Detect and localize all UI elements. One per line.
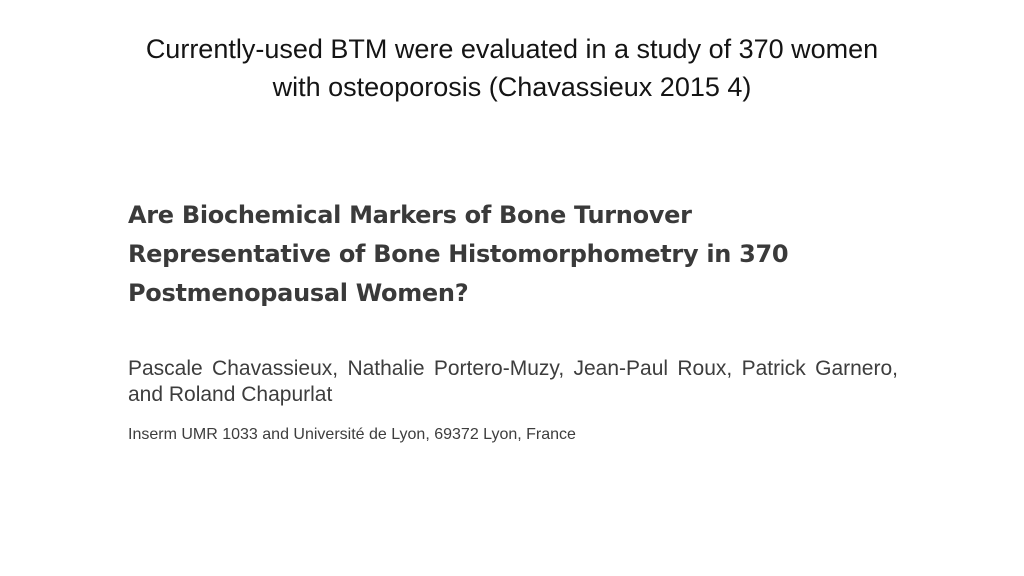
- paper-title-line-3: Postmenopausal Women?: [128, 279, 469, 307]
- slide-title-line-2: with osteoporosis (Chavassieux 2015 4): [272, 72, 752, 102]
- paper-title-line-2: Representative of Bone Histomorphometry in 370: [128, 240, 789, 268]
- paper-authors: Pascale Chavassieux, Nathalie Portero-Muzy, Jean-Paul Roux, Patrick Garnero, and Roland Chapurlat: [128, 357, 898, 406]
- paper-affiliation: Inserm UMR 1033 and Université de Lyon, 69372 Lyon, France: [128, 426, 576, 443]
- paper-excerpt-image: [128, 196, 928, 443]
- paper-title: [128, 196, 928, 313]
- slide-title-line-1: Currently-used BTM were evaluated in a study of 370 women: [145, 34, 879, 64]
- paper-title-line-1: Are Biochemical Markers of Bone Turnover: [128, 201, 692, 229]
- slide-title: [40, 30, 984, 106]
